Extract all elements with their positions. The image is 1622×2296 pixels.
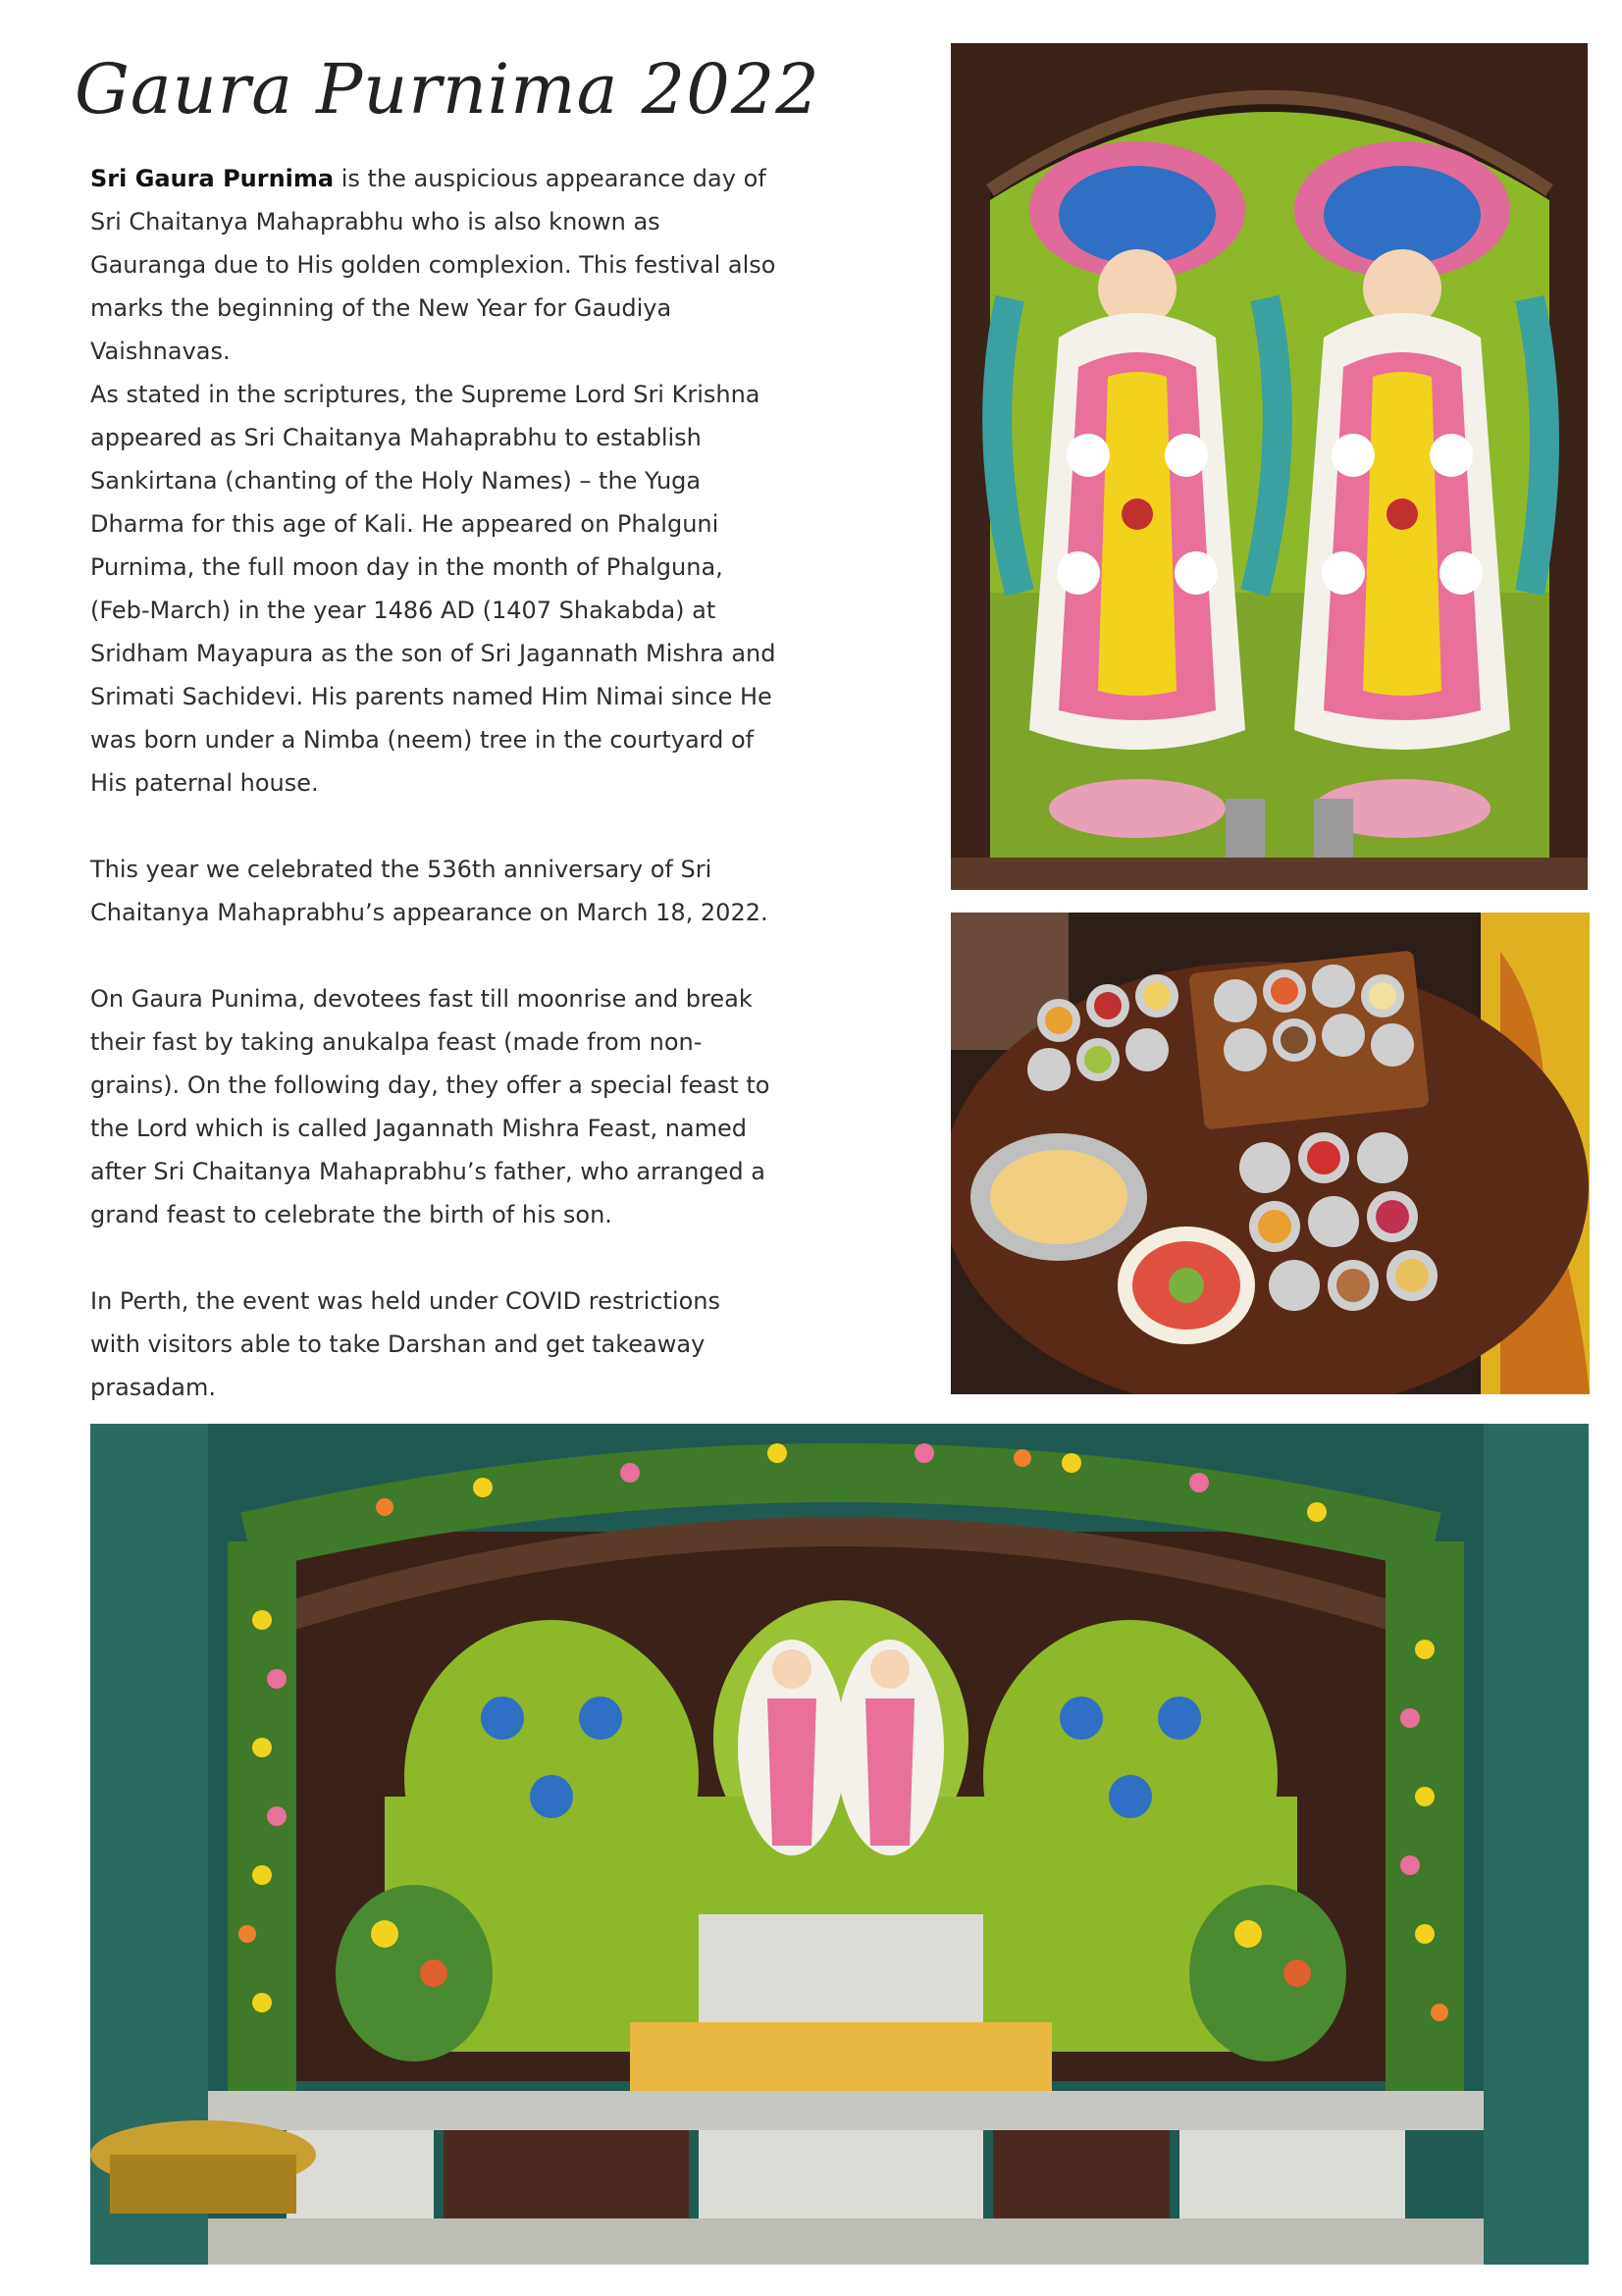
intro-paragraph (90, 157, 777, 373)
page-title: Gaura Purnima 2022 (75, 49, 820, 130)
deities-photo (951, 43, 1588, 890)
perth-paragraph: In Perth, the event was held under COVID restrictions with visitors able to take Darshan and get takeaway prasadam. (90, 1287, 720, 1401)
feast-image (951, 913, 1590, 1394)
anniversary-paragraph: This year we celebrated the 536th anniversary of Sri Chaitanya Mahaprabhu’s appearance on March 18, 2022. (90, 856, 768, 926)
intro-bold: Sri Gaura Purnima (90, 165, 335, 192)
feast-paragraph: On Gaura Punima, devotees fast till moonrise and break their fast by taking anukalpa feast (made from non-grains). On the following day, they offer a special feast to the Lord which is called Jagannath Mishra Feast, named after Sri Chaitanya Mahaprabhu’s father, who arranged a grand feast to celebrate the birth of his son. (90, 985, 770, 1228)
article-text (90, 157, 777, 1409)
scripture-paragraph: As stated in the scriptures, the Supreme Lord Sri Krishna appeared as Sri Chaitanya Mahaprabhu to establish Sankirtana (chanting of the Holy Names) – the Yuga Dharma for this age of Kali. He appeared on Phalguni Purnima, the full moon day in the month of Phalguna, (Feb-March) in the year 1486 AD (1407 Shakabda) at Sridham Mayapura as the son of Sri Jagannath Mishra and Srimati Sachidevi. His parents named Him Nimai since He was born under a Nimba (neem) tree in the courtyard of His paternal house. (90, 381, 776, 797)
altar-image (90, 1424, 1589, 2265)
deities-image (951, 43, 1588, 890)
intro-text: is the auspicious appearance day of Sri Chaitanya Mahaprabhu who is also known as Gauranga due to His golden complexion. This festival also marks the beginning of the New Year for Gaudiya Vaishnavas. (90, 165, 776, 365)
altar-photo (90, 1424, 1589, 2265)
feast-photo (951, 913, 1590, 1394)
